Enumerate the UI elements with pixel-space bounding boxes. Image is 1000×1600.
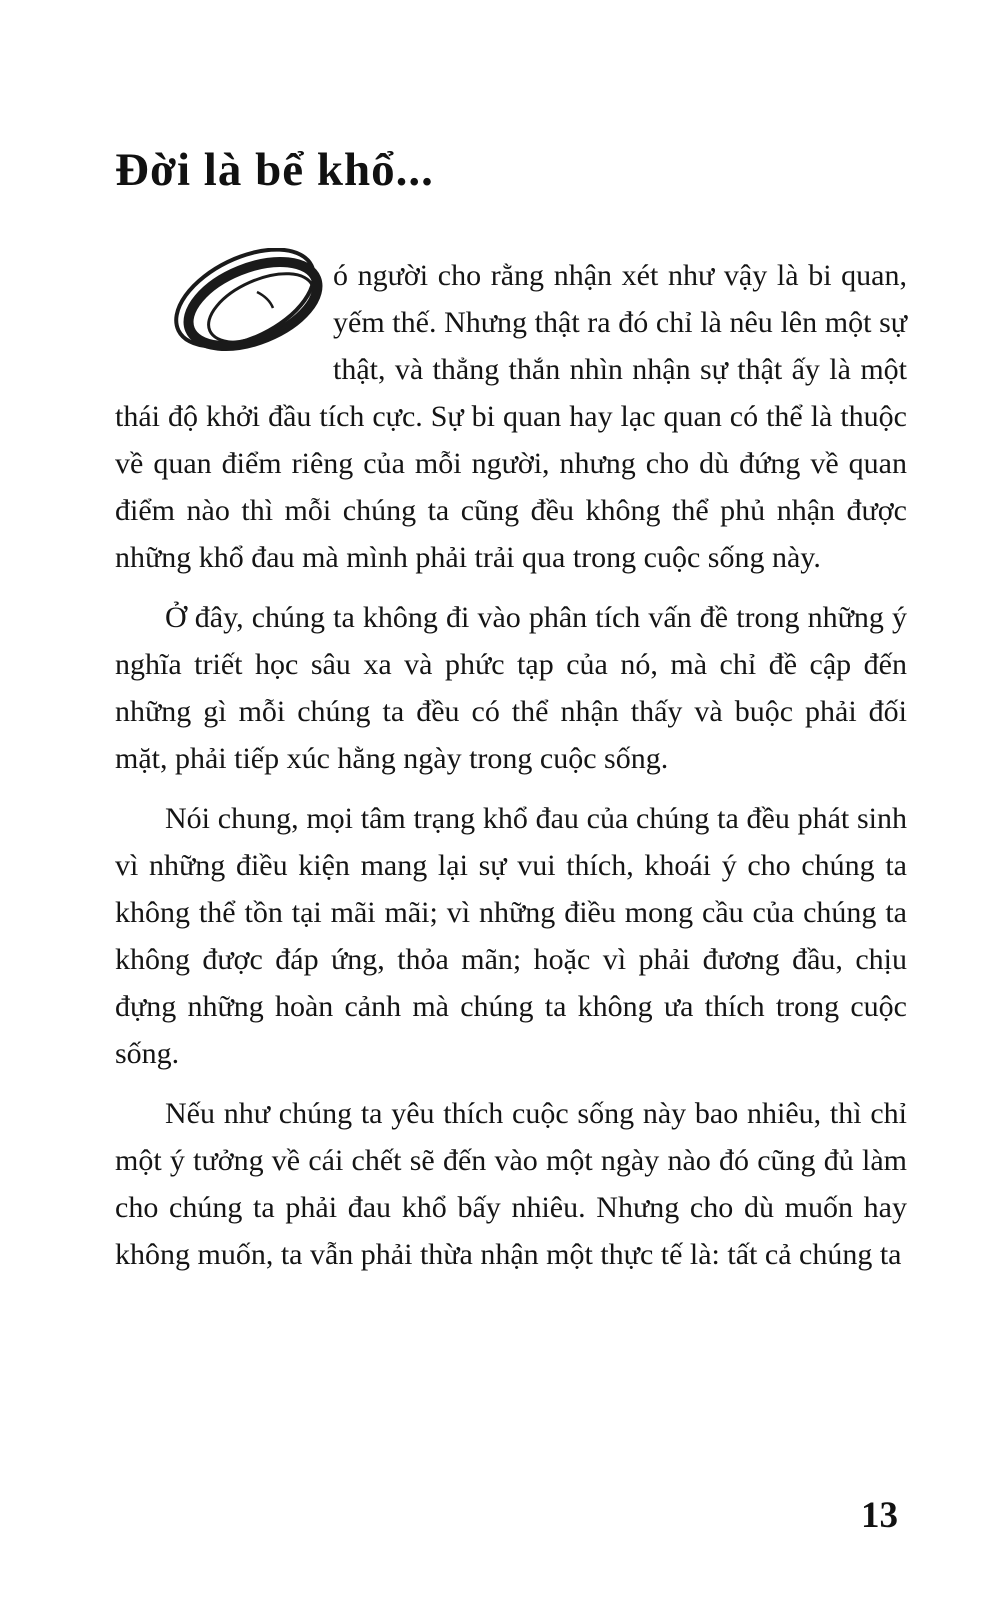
page-number: 13 <box>861 1495 898 1536</box>
paragraph-4: Nếu như chúng ta yêu thích cuộc sống này bao nhiêu, thì chỉ một ý tưởng về cái chết sẽ đến vào một ngày nào đó cũng đủ làm cho chúng ta phải đau khổ bấy nhiêu. Nhưng cho dù muốn hay không muốn, ta vẫn phải thừa nhận một thực tế là: tất cả chúng ta <box>115 1097 907 1271</box>
drop-cap-c-ornament <box>115 252 333 348</box>
body-text <box>115 252 907 1291</box>
paragraph-1 <box>115 252 907 581</box>
chapter-title: Đời là bể khổ... <box>115 144 434 197</box>
paragraph-3: Nói chung, mọi tâm trạng khổ đau của chúng ta đều phát sinh vì những điều kiện mang lại sự vui thích, khoái ý cho chúng ta không thể tồn tại mãi mãi; vì những điều mong cầu của chúng ta không được đáp ứng, thỏa mãn; hoặc vì phải đương đầu, chịu đựng những hoàn cảnh mà chúng ta không ưa thích trong cuộc sống. <box>115 802 907 1070</box>
paragraph-2: Ở đây, chúng ta không đi vào phân tích vấn đề trong những ý nghĩa triết học sâu xa và phức tạp của nó, mà chỉ đề cập đến những gì mỗi chúng ta đều có thể nhận thấy và buộc phải đối mặt, phải tiếp xúc hằng ngày trong cuộc sống. <box>115 601 907 775</box>
paragraph-1-text: ó người cho rằng nhận xét như vậy là bi quan, yếm thế. Nhưng thật ra đó chỉ là nêu lên một sự thật, và thẳng thắn nhìn nhận sự thật ấy là một thái độ khởi đầu tích cực. Sự bi quan hay lạc quan có thể là thuộc về quan điểm riêng của mỗi người, nhưng cho dù đứng về quan điểm nào thì mỗi chúng ta cũng đều không thể phủ nhận được những khổ đau mà mình phải trải qua trong cuộc sống này. <box>115 259 907 574</box>
